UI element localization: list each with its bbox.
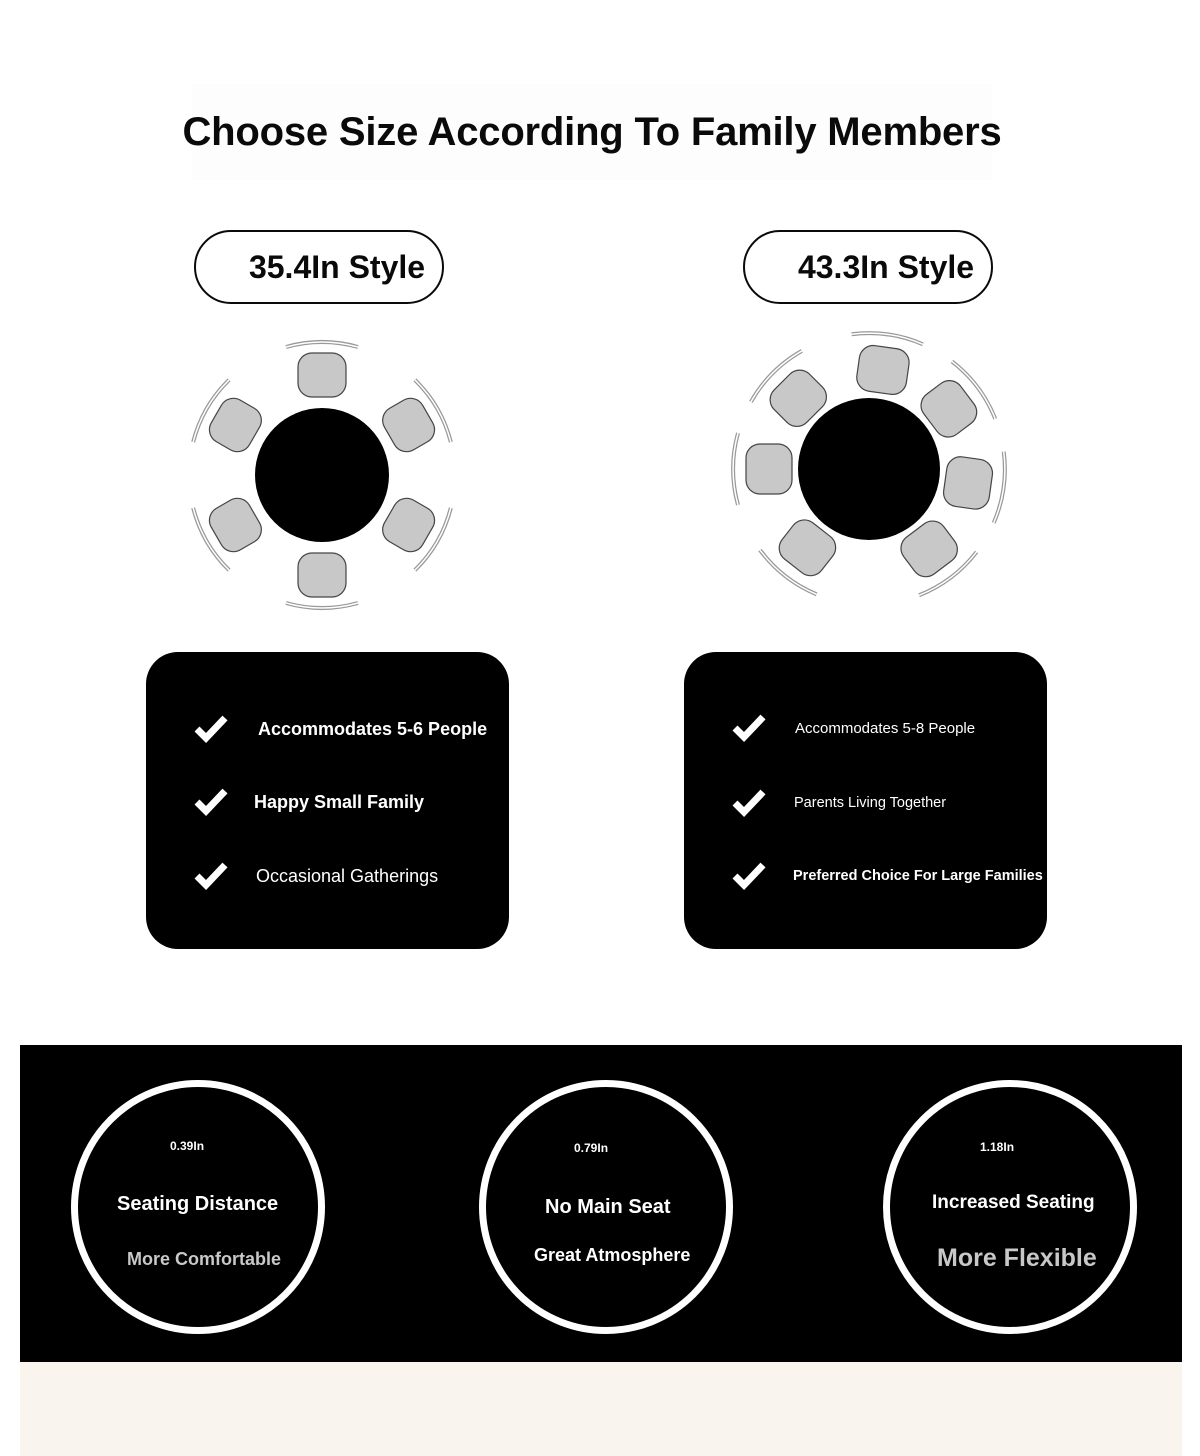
- table-top: [798, 398, 940, 540]
- size-option-43-3[interactable]: [743, 230, 993, 304]
- feature-item: [732, 861, 1043, 891]
- checkmark-icon: [732, 788, 766, 818]
- spacing-subtitle: More Flexible: [937, 1244, 1097, 1272]
- spacing-circle: [71, 1080, 325, 1334]
- size-label: 35.4In Style: [248, 248, 426, 285]
- size-label: 43.3In Style: [797, 248, 975, 285]
- chair: [844, 329, 923, 397]
- feature-text: Accommodates 5-6 People: [258, 718, 488, 739]
- table-diagram-icon: [724, 325, 1014, 615]
- chair: [286, 342, 358, 397]
- spacing-subtitle: Great Atmosphere: [534, 1245, 691, 1265]
- footer-band: [20, 1362, 1182, 1456]
- feature-item: [732, 713, 975, 743]
- chair: [940, 444, 1008, 523]
- feature-text: Preferred Choice For Large Families: [793, 868, 1043, 884]
- feature-text: Occasional Gatherings: [256, 865, 439, 886]
- checkmark-icon: [194, 714, 228, 744]
- table-top: [255, 408, 389, 542]
- feature-item: [194, 714, 487, 744]
- checkmark-icon: [732, 861, 766, 891]
- feature-item: [194, 861, 438, 891]
- spacing-title: No Main Seat: [545, 1196, 671, 1218]
- spacing-value: 1.18In: [980, 1140, 1015, 1154]
- feature-item: [732, 788, 946, 818]
- feature-card-small: [146, 652, 509, 949]
- checkmark-icon: [194, 787, 228, 817]
- chair: [733, 433, 792, 505]
- spacing-circle: [883, 1080, 1137, 1334]
- heading-band: [182, 84, 1002, 180]
- checkmark-icon: [194, 861, 228, 891]
- checkmark-icon: [732, 713, 766, 743]
- feature-item: [194, 787, 424, 817]
- page-title: Choose Size According To Family Members: [182, 109, 1002, 154]
- size-option-35-4[interactable]: [194, 230, 444, 304]
- table-diagram-icon: [182, 330, 462, 620]
- chair: [286, 553, 358, 608]
- feature-text: Accommodates 5-8 People: [795, 719, 976, 737]
- spacing-value: 0.79In: [574, 1141, 609, 1155]
- spacing-title: Increased Seating: [932, 1192, 1095, 1213]
- spacing-value: 0.39In: [170, 1139, 205, 1153]
- spacing-title: Seating Distance: [117, 1193, 279, 1215]
- spacing-subtitle: More Comfortable: [127, 1249, 282, 1269]
- feature-text: Happy Small Family: [254, 791, 425, 812]
- feature-text: Parents Living Together: [794, 795, 947, 811]
- spacing-circle: [479, 1080, 733, 1334]
- feature-card-large: [684, 652, 1047, 949]
